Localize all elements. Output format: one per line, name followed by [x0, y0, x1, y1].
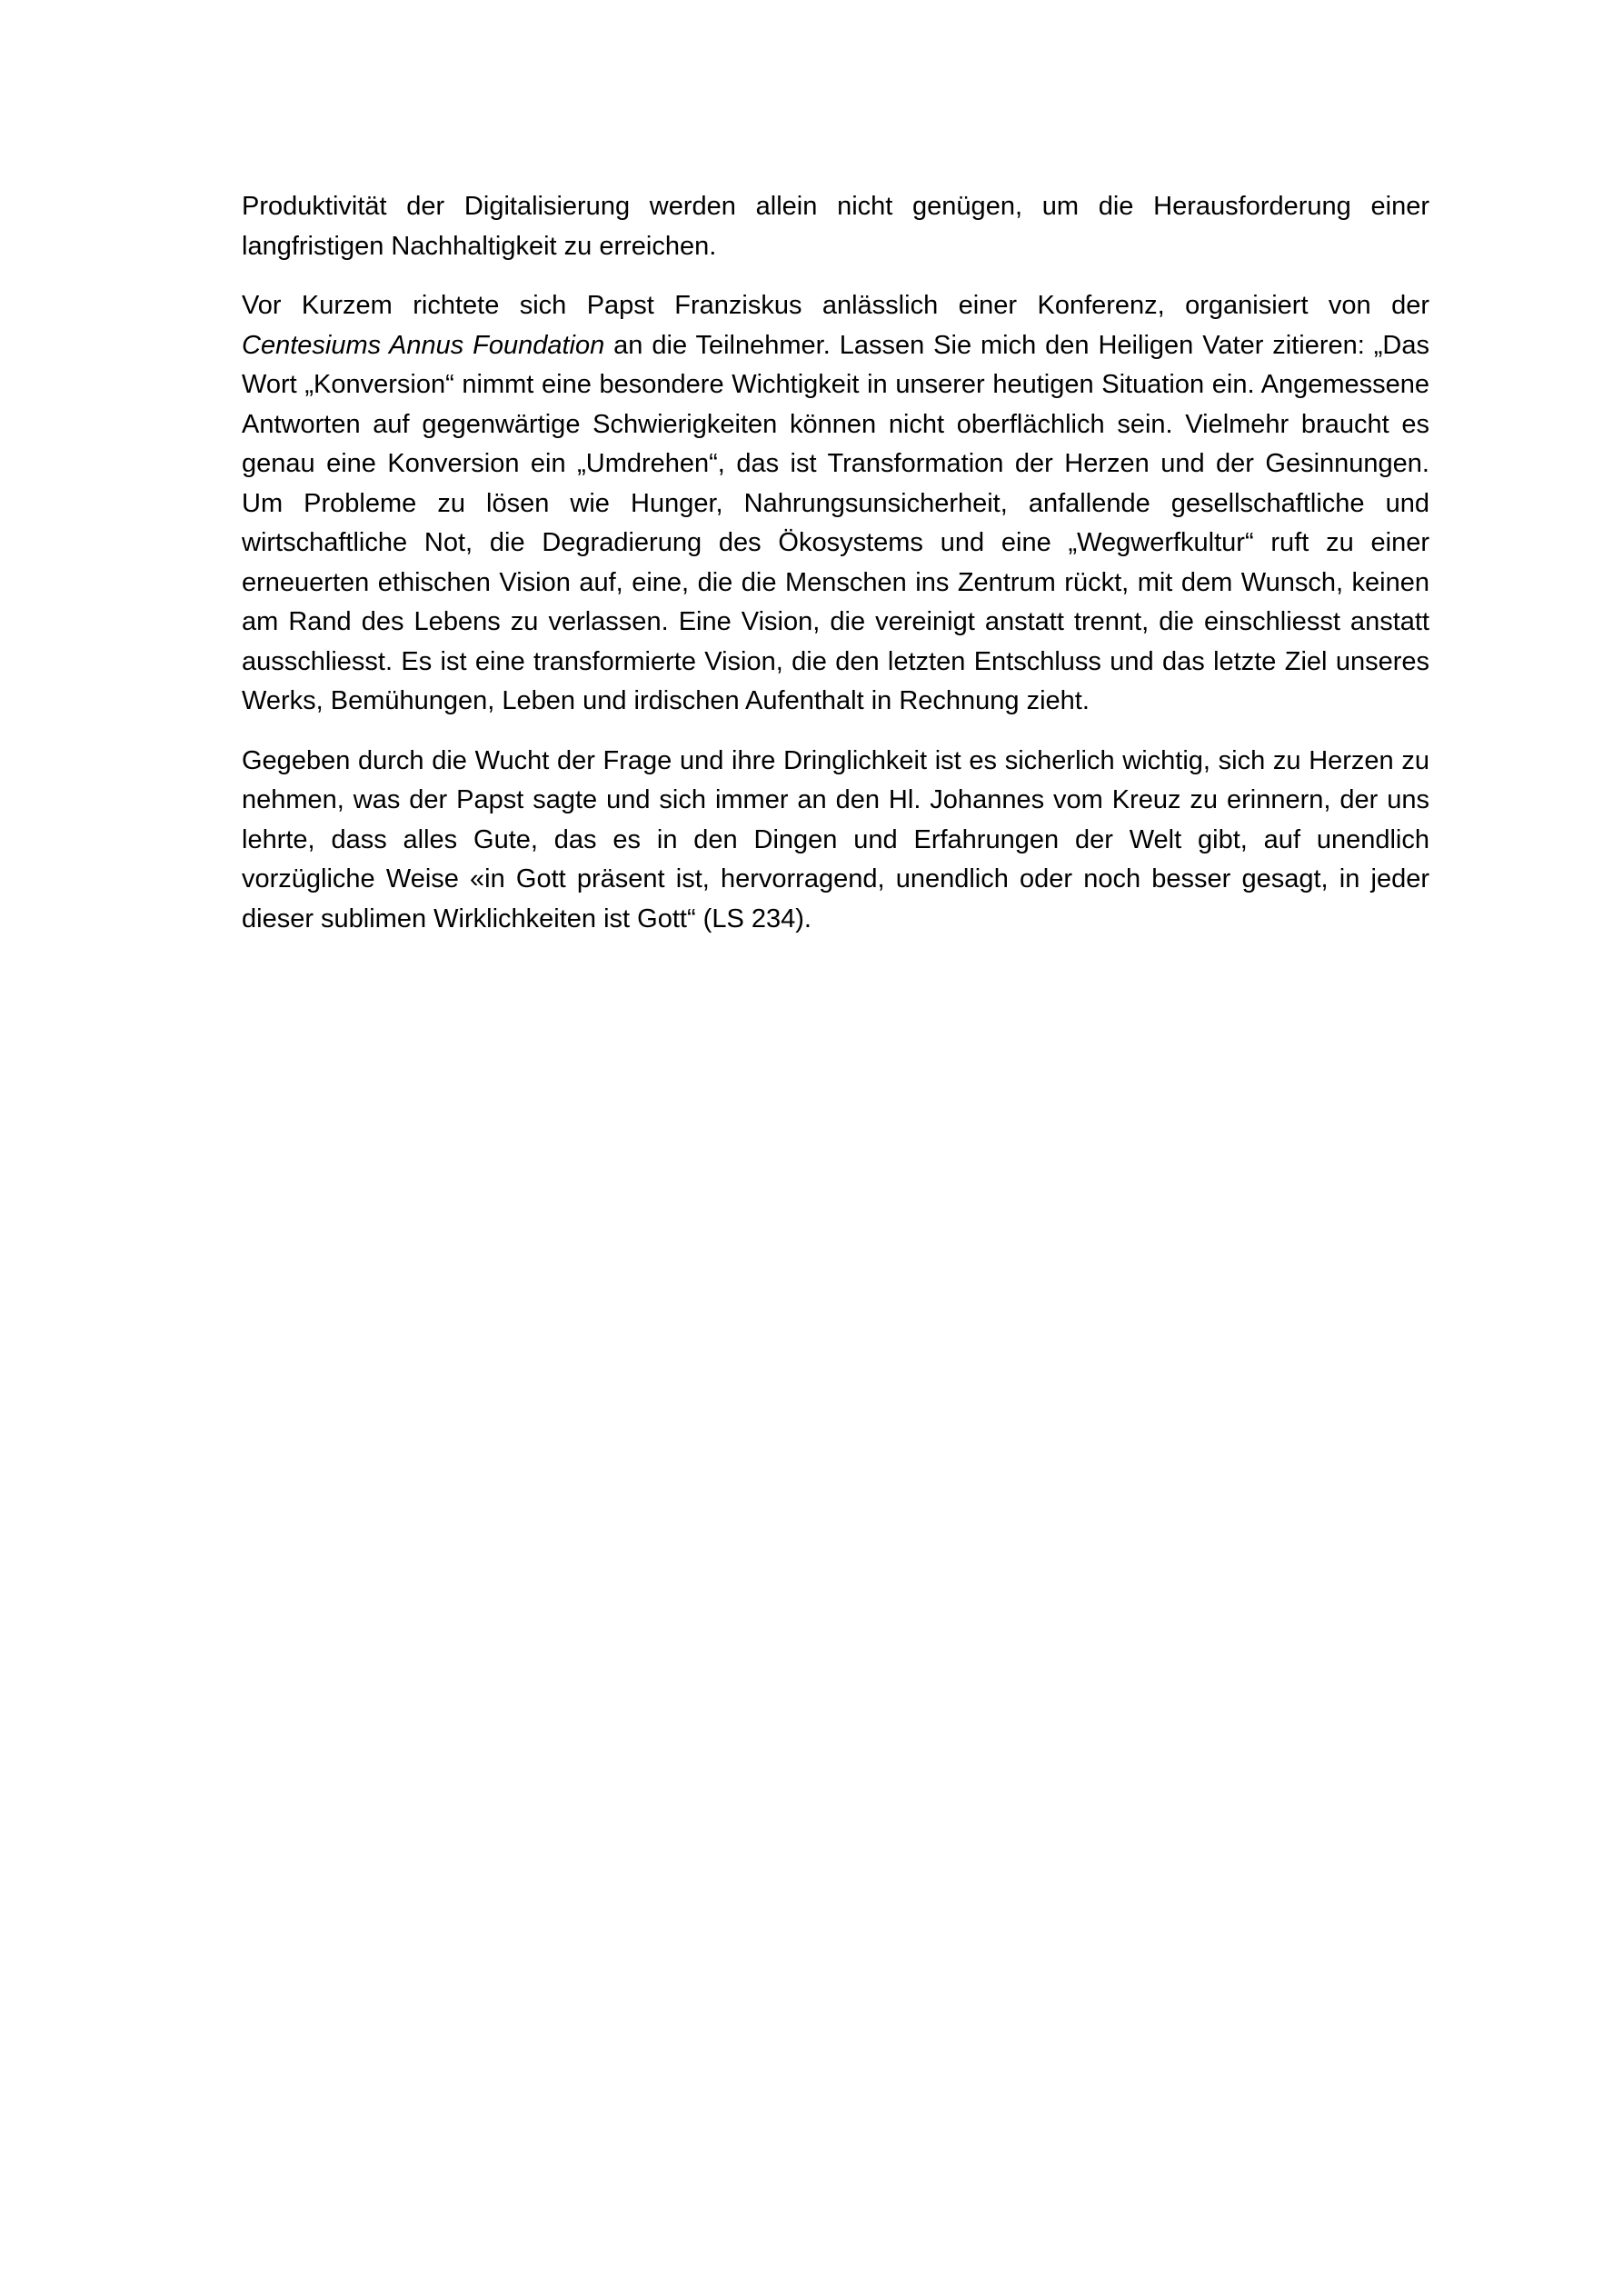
paragraph-1-text: Produktivität der Digitalisierung werden allein nicht genügen, um die Herausforderung einer langfristigen Nachhaltigkeit zu erreichen.	[242, 192, 1429, 261]
paragraph-1	[242, 187, 1429, 266]
paragraph-2-text-start: Vor Kurzem richtete sich Papst Franziskus anlässlich einer Konferenz, organisiert von der	[242, 291, 1429, 320]
paragraph-2-text-rest: an die Teilnehmer. Lassen Sie mich den Heiligen Vater zitieren: „Das Wort „Konversion“ nimmt eine besondere Wichtigkeit in unserer heutigen Situation ein. Angemessene Antworten auf gegenwärtige Schwierigkeiten können nicht oberflächlich sein. Vielmehr braucht es genau eine Konversion ein „Umdrehen“, das ist Transformation der Herzen und der Gesinnungen. Um Probleme zu lösen wie Hunger, Nahrungsunsicherheit, anfallende gesellschaftliche und wirtschaftliche Not, die Degradierung des Ökosystems und eine „Wegwerfkultur“ ruft zu einer erneuerten ethischen Vision auf, eine, die die Menschen ins Zentrum rückt, mit dem Wunsch, keinen am Rand des Lebens zu verlassen. Eine Vision, die vereinigt anstatt trennt, die einschliesst anstatt ausschliesst. Es ist eine transformierte Vision, die den letzten Entschluss und das letzte Ziel unseres Werks, Bemühungen, Leben und irdischen Aufenthalt in Rechnung zieht.	[242, 330, 1429, 715]
paragraph-2	[242, 286, 1429, 722]
body-text	[242, 187, 1429, 939]
paragraph-3-text: Gegeben durch die Wucht der Frage und ihre Dringlichkeit ist es sicherlich wichtig, sich zu Herzen zu nehmen, was der Papst sagte und sich immer an den Hl. Johannes vom Kreuz zu erinnern, der uns lehrte, dass alles Gute, das es in den Dingen und Erfahrungen der Welt gibt, auf unendlich vorzügliche Weise «in Gott präsent ist, hervorragend, unendlich oder noch besser gesagt, in jeder dieser sublimen Wirklichkeiten ist Gott“ (LS 234).	[242, 745, 1429, 933]
foundation-name: Centesiums Annus Foundation	[242, 330, 605, 360]
paragraph-3	[242, 742, 1429, 940]
